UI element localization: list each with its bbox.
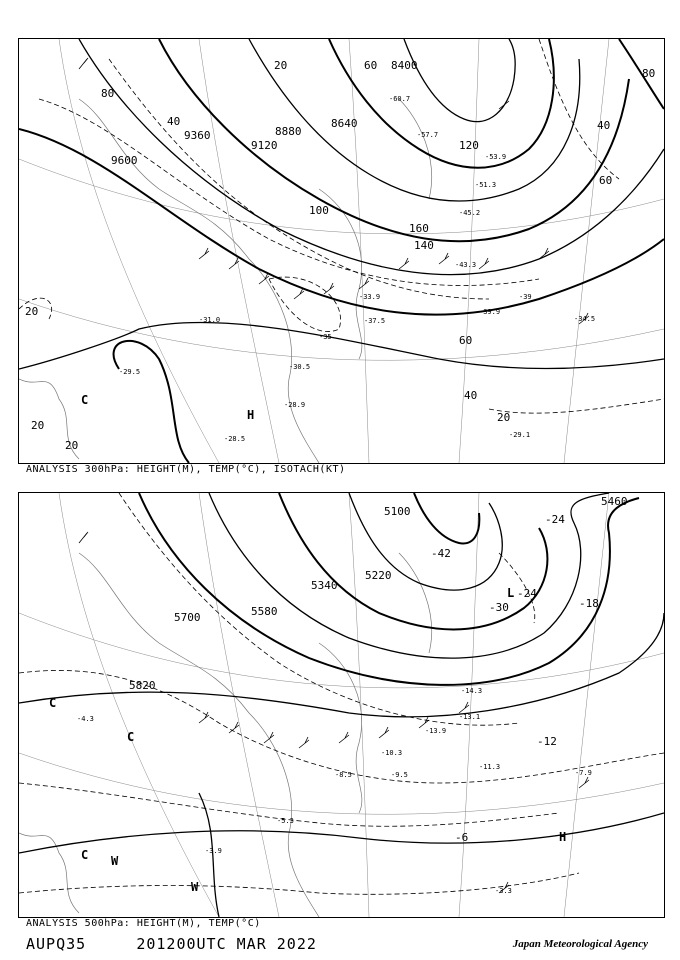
temp-label: -3.3 bbox=[495, 887, 512, 895]
isotach-label: 60 bbox=[599, 174, 613, 187]
caption-300hpa: ANALYSIS 300hPa: HEIGHT(M), TEMP(°C), ISOTACH(KT) bbox=[26, 464, 346, 475]
isotherm-label: -18 bbox=[579, 597, 599, 610]
isotach-label: 80 bbox=[101, 87, 115, 100]
isotach-label: 60 bbox=[459, 334, 473, 347]
height-label: 8880 bbox=[275, 125, 302, 138]
low-pressure-marker: L bbox=[507, 586, 515, 600]
temp-label: -3.9 bbox=[205, 847, 222, 855]
height-label: 5580 bbox=[251, 605, 278, 618]
temp-label: -4.3 bbox=[77, 715, 94, 723]
temp-label: -28.5 bbox=[224, 435, 246, 443]
height-label: 5460 bbox=[601, 495, 628, 508]
isotach-label: 100 bbox=[309, 204, 329, 217]
cold-marker: C bbox=[127, 730, 135, 744]
isotach-label: 140 bbox=[414, 239, 434, 252]
temp-label: -39 bbox=[519, 293, 532, 301]
temp-label: -11.3 bbox=[479, 763, 501, 771]
isotherm-label: -42 bbox=[431, 547, 451, 560]
isotach-label: 160 bbox=[409, 222, 429, 235]
temp-label: -28.9 bbox=[284, 401, 306, 409]
temperature-labels bbox=[119, 95, 595, 443]
height-label: 9360 bbox=[184, 129, 211, 142]
warm-marker: W bbox=[111, 854, 119, 868]
caption-500hpa: ANALYSIS 500hPa: HEIGHT(M), TEMP(°C) bbox=[26, 918, 261, 929]
temp-label: -14.3 bbox=[461, 687, 483, 695]
temp-label: -30.5 bbox=[289, 363, 311, 371]
height-labels bbox=[111, 59, 418, 167]
temp-label: -29.1 bbox=[509, 431, 531, 439]
temp-label: -10.3 bbox=[381, 749, 403, 757]
isotach-label: 20 bbox=[65, 439, 79, 452]
chart-id bbox=[26, 935, 317, 953]
graticule bbox=[19, 39, 664, 463]
isotherm-label: -24 bbox=[517, 587, 537, 600]
temp-label: -9.5 bbox=[391, 771, 408, 779]
temp-label: -37.5 bbox=[364, 317, 386, 325]
temp-label: -7.9 bbox=[575, 769, 592, 777]
temp-label: -57.7 bbox=[417, 131, 439, 139]
cold-marker: C bbox=[81, 393, 89, 407]
isotherm-label: -24 bbox=[545, 513, 565, 526]
isotach-label: 20 bbox=[25, 305, 39, 318]
temp-label: -60.7 bbox=[389, 95, 411, 103]
height-label: 8400 bbox=[391, 59, 418, 72]
temp-label: -29.5 bbox=[119, 368, 141, 376]
isotach-label: 20 bbox=[31, 419, 45, 432]
temp-label: -13.1 bbox=[459, 713, 481, 721]
isotach-lines bbox=[19, 39, 664, 413]
isotach-label: 120 bbox=[459, 139, 479, 152]
temp-label: -45.2 bbox=[459, 209, 481, 217]
isotach-label: 40 bbox=[167, 115, 181, 128]
height-label: 5220 bbox=[365, 569, 392, 582]
isotach-label: 20 bbox=[274, 59, 288, 72]
analysis-500hpa-map bbox=[18, 492, 665, 918]
isotach-label: 40 bbox=[464, 389, 478, 402]
temp-label: -53.9 bbox=[485, 153, 507, 161]
high-pressure-marker: H bbox=[559, 830, 567, 844]
temp-label: -33.9 bbox=[359, 293, 381, 301]
agency-credit: Japan Meteorological Agency bbox=[512, 938, 648, 950]
height-label: 5100 bbox=[384, 505, 411, 518]
isotach-label: 80 bbox=[642, 67, 656, 80]
chart-code: AUPQ35 bbox=[26, 935, 87, 953]
warm-marker: W bbox=[191, 880, 199, 894]
height-label: 5700 bbox=[174, 611, 201, 624]
temp-label: -35 bbox=[319, 333, 332, 341]
analysis-300hpa-map bbox=[18, 38, 665, 464]
height-label: 9120 bbox=[251, 139, 278, 152]
temp-label: -34.5 bbox=[574, 315, 596, 323]
isotherm-labels bbox=[431, 513, 599, 844]
height-label: 5340 bbox=[311, 579, 338, 592]
temp-label: -8.5 bbox=[335, 771, 352, 779]
isotherm-label: -12 bbox=[537, 735, 557, 748]
cold-marker: C bbox=[49, 696, 57, 710]
height-contours bbox=[19, 39, 664, 463]
map-300hpa-svg bbox=[19, 39, 664, 463]
height-label: 9600 bbox=[111, 154, 138, 167]
isotach-label: 40 bbox=[597, 119, 611, 132]
map-500hpa-svg bbox=[19, 493, 664, 917]
isotach-label: 60 bbox=[364, 59, 378, 72]
isotherm-label: -6 bbox=[455, 831, 469, 844]
temp-label: -43.3 bbox=[455, 261, 477, 269]
isotherm-label: -30 bbox=[489, 601, 509, 614]
height-label: 5820 bbox=[129, 679, 156, 692]
isotach-label: 20 bbox=[497, 411, 511, 424]
cold-marker: C bbox=[81, 848, 89, 862]
temp-label: -51.3 bbox=[475, 181, 497, 189]
temp-label: -13.9 bbox=[425, 727, 447, 735]
temp-label: -39.9 bbox=[479, 308, 501, 316]
high-pressure-marker: H bbox=[247, 408, 255, 422]
chart-datetime: 201200UTC MAR 2022 bbox=[136, 935, 317, 953]
temp-label: -31.0 bbox=[199, 316, 221, 324]
height-label: 8640 bbox=[331, 117, 358, 130]
temp-label: -5.3 bbox=[277, 817, 294, 825]
